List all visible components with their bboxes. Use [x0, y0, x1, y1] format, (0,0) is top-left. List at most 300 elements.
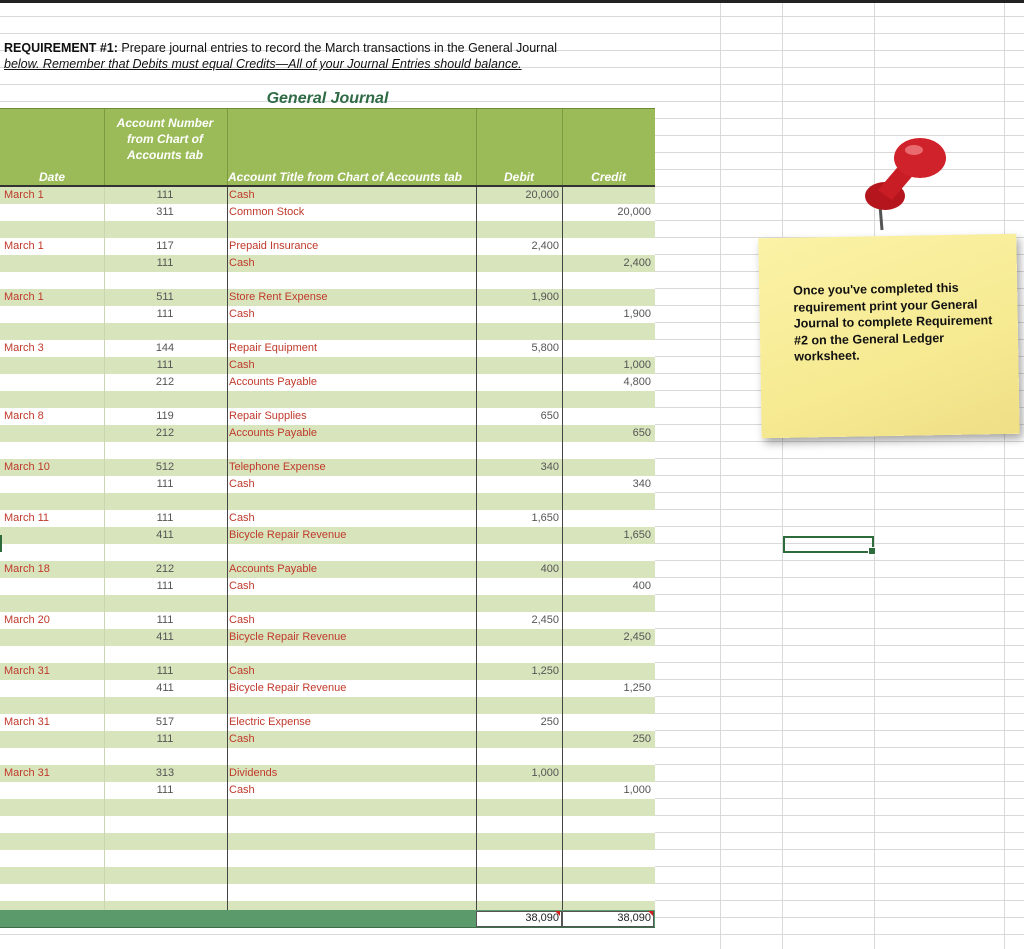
cell-debit[interactable] — [476, 425, 559, 442]
cell-date[interactable] — [4, 425, 104, 442]
cell-debit[interactable] — [476, 323, 559, 340]
cell-account-title[interactable]: Repair Supplies — [229, 410, 307, 422]
cell-account-title[interactable]: Common Stock — [229, 206, 305, 218]
cell-account-number[interactable]: 111 — [156, 189, 174, 201]
cell-account-number[interactable] — [104, 833, 226, 850]
total-credit[interactable]: 38,090 — [617, 912, 651, 924]
cell-account-title[interactable] — [229, 391, 475, 408]
cell-credit[interactable] — [562, 323, 651, 340]
cell-debit[interactable] — [476, 867, 559, 884]
cell-account-number[interactable]: 212 — [155, 563, 175, 575]
cell-date[interactable] — [4, 833, 104, 850]
cell-debit[interactable] — [476, 272, 559, 289]
cell-credit[interactable] — [562, 442, 651, 459]
cell-account-title[interactable] — [229, 867, 475, 884]
cell-credit[interactable] — [562, 697, 651, 714]
cell-credit[interactable] — [562, 612, 651, 629]
column-divider — [104, 850, 105, 867]
column-divider — [104, 527, 105, 544]
cell-debit[interactable] — [476, 476, 559, 493]
cell-date[interactable] — [4, 680, 104, 697]
column-divider — [227, 493, 228, 510]
column-divider — [227, 714, 228, 731]
cell-account-title[interactable] — [229, 544, 475, 561]
cell-account-number[interactable] — [104, 867, 226, 884]
column-divider — [104, 476, 105, 493]
header-credit[interactable]: Credit — [591, 170, 626, 184]
cell-debit[interactable] — [476, 221, 559, 238]
cell-credit[interactable] — [562, 663, 651, 680]
column-divider — [476, 561, 477, 578]
cell-account-title[interactable]: Bicycle Repair Revenue — [229, 631, 347, 643]
cell-credit[interactable] — [562, 833, 651, 850]
cell-account-title[interactable] — [229, 833, 475, 850]
cell-account-title[interactable] — [229, 697, 475, 714]
cell-account-number[interactable]: 511 — [156, 291, 174, 303]
cell-account-title[interactable]: Cash — [229, 359, 255, 371]
cell-date[interactable] — [4, 272, 104, 289]
column-divider — [104, 493, 105, 510]
cell-debit[interactable] — [476, 544, 559, 561]
column-divider — [562, 816, 563, 833]
table-row — [0, 731, 655, 748]
column-divider — [562, 833, 563, 850]
column-divider — [476, 289, 477, 306]
cell-date[interactable] — [4, 697, 104, 714]
cell-account-title[interactable]: Electric Expense — [229, 716, 311, 728]
cell-date[interactable] — [4, 493, 104, 510]
cell-date[interactable] — [4, 374, 104, 391]
cell-account-number[interactable] — [104, 697, 226, 714]
column-divider — [476, 425, 477, 442]
cell-date[interactable] — [4, 255, 104, 272]
cell-account-number[interactable]: 111 — [156, 580, 174, 592]
column-divider — [562, 289, 563, 306]
cell-account-number[interactable]: 313 — [155, 767, 175, 779]
cell-credit[interactable] — [562, 391, 651, 408]
cell-date[interactable]: March 8 — [4, 410, 44, 422]
journal-header-row — [0, 108, 655, 187]
cell-account-number[interactable]: 212 — [155, 427, 175, 439]
cell-account-title[interactable]: Cash — [229, 189, 255, 201]
cell-date[interactable] — [4, 306, 104, 323]
cell-account-number[interactable]: 111 — [156, 614, 174, 626]
fill-handle[interactable] — [868, 547, 876, 555]
cell-credit[interactable]: 1,000 — [623, 784, 651, 796]
requirement-text: Prepare journal entries to record the March transactions in the General Journal — [117, 41, 558, 55]
cell-account-title[interactable]: Bicycle Repair Revenue — [229, 682, 347, 694]
cell-account-number[interactable]: 411 — [156, 682, 174, 694]
cell-account-number[interactable]: 111 — [156, 512, 174, 524]
table-row — [0, 782, 655, 799]
cell-account-title[interactable] — [229, 272, 475, 289]
cell-debit[interactable] — [476, 204, 559, 221]
cell-account-number[interactable]: 411 — [156, 631, 174, 643]
column-divider — [476, 357, 477, 374]
cell-account-title[interactable] — [229, 646, 475, 663]
cell-account-title[interactable] — [229, 850, 475, 867]
cell-date[interactable]: March 10 — [4, 461, 50, 473]
cell-credit[interactable]: 650 — [632, 427, 651, 439]
column-divider — [562, 374, 563, 391]
cell-debit[interactable] — [476, 595, 559, 612]
column-divider — [104, 646, 105, 663]
column-divider — [227, 663, 228, 680]
cell-credit[interactable]: 1,000 — [623, 359, 651, 371]
cell-credit[interactable] — [562, 272, 651, 289]
cell-debit[interactable]: 250 — [540, 716, 559, 728]
column-divider — [562, 663, 563, 680]
cell-account-title[interactable] — [229, 221, 475, 238]
cell-account-title[interactable] — [229, 493, 475, 510]
cell-credit[interactable] — [562, 238, 651, 255]
cell-date[interactable]: March 31 — [4, 665, 50, 677]
cell-date[interactable] — [4, 323, 104, 340]
cell-debit[interactable] — [476, 782, 559, 799]
cell-account-number[interactable] — [104, 391, 226, 408]
cell-date[interactable]: March 3 — [4, 342, 44, 354]
cell-account-title[interactable]: Repair Equipment — [229, 342, 318, 354]
column-divider — [476, 187, 477, 204]
cell-debit[interactable] — [476, 748, 559, 765]
cell-account-title[interactable]: Prepaid Insurance — [229, 240, 319, 252]
cell-account-title[interactable] — [229, 595, 475, 612]
cell-debit[interactable] — [476, 442, 559, 459]
cell-debit[interactable]: 2,450 — [531, 614, 559, 626]
cell-date[interactable] — [4, 884, 104, 901]
general-journal-table — [0, 108, 655, 918]
cell-debit[interactable]: 340 — [540, 461, 559, 473]
top-border — [0, 0, 1024, 3]
table-row — [0, 493, 655, 510]
cell-debit[interactable] — [476, 578, 559, 595]
column-divider — [104, 238, 105, 255]
cell-debit[interactable]: 20,000 — [525, 189, 559, 201]
column-divider — [476, 714, 477, 731]
cell-credit[interactable] — [562, 561, 651, 578]
cell-account-number[interactable] — [104, 272, 226, 289]
cell-date[interactable] — [4, 748, 104, 765]
column-divider — [104, 816, 105, 833]
cell-date[interactable]: March 20 — [4, 614, 50, 626]
cell-account-number[interactable] — [104, 493, 226, 510]
column-divider — [562, 697, 563, 714]
column-divider — [104, 255, 105, 272]
table-row — [0, 204, 655, 221]
header-account-title[interactable]: Account Title from Chart of Accounts tab — [228, 170, 463, 184]
cell-account-number[interactable] — [104, 544, 226, 561]
cell-account-title[interactable] — [229, 816, 475, 833]
table-row — [0, 425, 655, 442]
cell-account-number[interactable]: 111 — [156, 733, 174, 745]
cell-date[interactable] — [4, 731, 104, 748]
cell-debit[interactable] — [476, 697, 559, 714]
cell-date[interactable] — [4, 782, 104, 799]
cell-credit[interactable] — [562, 408, 651, 425]
cell-debit[interactable]: 2,400 — [531, 240, 559, 252]
cell-credit[interactable]: 1,900 — [623, 308, 651, 320]
cell-debit[interactable] — [476, 629, 559, 646]
cell-credit[interactable]: 1,650 — [623, 529, 651, 541]
cell-account-number[interactable]: 512 — [155, 461, 175, 473]
header-debit[interactable]: Debit — [504, 170, 534, 184]
cell-credit[interactable] — [562, 289, 651, 306]
cell-debit[interactable] — [476, 833, 559, 850]
cell-date[interactable] — [4, 646, 104, 663]
cell-account-title[interactable]: Cash — [229, 308, 255, 320]
cell-date[interactable] — [4, 578, 104, 595]
column-divider — [104, 408, 105, 425]
cell-debit[interactable] — [476, 731, 559, 748]
cell-credit[interactable]: 400 — [632, 580, 651, 592]
cell-debit[interactable] — [476, 799, 559, 816]
cell-date[interactable] — [4, 629, 104, 646]
cell-credit[interactable] — [562, 544, 651, 561]
cell-account-title[interactable]: Accounts Payable — [229, 563, 318, 575]
column-divider — [476, 782, 477, 799]
column-divider — [227, 340, 228, 357]
cell-account-title[interactable]: Cash — [229, 580, 255, 592]
cell-account-number[interactable]: 117 — [156, 240, 174, 252]
cell-credit[interactable] — [562, 884, 651, 901]
column-divider — [562, 748, 563, 765]
cell-debit[interactable] — [476, 527, 559, 544]
cell-debit[interactable] — [476, 357, 559, 374]
cell-credit[interactable] — [562, 510, 651, 527]
column-divider — [562, 765, 563, 782]
cell-account-title[interactable]: Cash — [229, 733, 255, 745]
cell-credit[interactable] — [562, 221, 651, 238]
cell-account-number[interactable]: 111 — [156, 257, 174, 269]
cell-date[interactable] — [4, 595, 104, 612]
table-row — [0, 663, 655, 680]
cell-date[interactable] — [4, 544, 104, 561]
table-row — [0, 867, 655, 884]
cell-account-title[interactable] — [229, 323, 475, 340]
cell-account-title[interactable] — [229, 799, 475, 816]
table-row — [0, 612, 655, 629]
cell-account-number[interactable]: 212 — [155, 376, 175, 388]
column-divider — [227, 612, 228, 629]
cell-account-title[interactable]: Cash — [229, 784, 255, 796]
column-divider — [562, 255, 563, 272]
table-row — [0, 714, 655, 731]
cell-account-number[interactable]: 111 — [156, 784, 174, 796]
cell-account-title[interactable] — [229, 748, 475, 765]
cell-account-title[interactable]: Cash — [229, 665, 255, 677]
journal-rows — [0, 187, 655, 918]
cell-credit[interactable] — [562, 867, 651, 884]
column-divider — [104, 748, 105, 765]
cell-date[interactable]: March 1 — [4, 189, 44, 201]
cell-credit[interactable] — [562, 595, 651, 612]
cell-credit[interactable] — [562, 187, 651, 204]
cell-debit[interactable] — [476, 493, 559, 510]
cell-debit[interactable]: 650 — [540, 410, 559, 422]
table-row — [0, 884, 655, 901]
column-divider — [227, 459, 228, 476]
cell-account-number[interactable]: 311 — [156, 206, 174, 218]
cell-date[interactable] — [4, 204, 104, 221]
cell-date[interactable] — [4, 799, 104, 816]
column-divider — [476, 663, 477, 680]
cell-account-number[interactable] — [104, 850, 226, 867]
cell-debit[interactable] — [476, 850, 559, 867]
column-divider — [562, 527, 563, 544]
column-divider — [227, 204, 228, 221]
cell-account-number[interactable]: 111 — [156, 359, 174, 371]
cell-debit[interactable] — [476, 255, 559, 272]
cell-account-number[interactable]: 144 — [155, 342, 175, 354]
cell-credit[interactable] — [562, 765, 651, 782]
cell-date[interactable]: March 18 — [4, 563, 50, 575]
cell-debit[interactable] — [476, 306, 559, 323]
cell-date[interactable] — [4, 442, 104, 459]
cell-account-number[interactable] — [104, 595, 226, 612]
table-row — [0, 289, 655, 306]
column-divider — [104, 391, 105, 408]
cell-account-number[interactable]: 119 — [156, 410, 174, 422]
column-divider — [227, 391, 228, 408]
cell-account-title[interactable]: Accounts Payable — [229, 427, 318, 439]
column-divider — [104, 731, 105, 748]
cell-credit[interactable]: 4,800 — [623, 376, 651, 388]
cell-account-number[interactable]: 411 — [156, 529, 174, 541]
column-divider — [562, 612, 563, 629]
column-divider — [227, 544, 228, 561]
cell-credit[interactable] — [562, 459, 651, 476]
column-divider — [227, 510, 228, 527]
column-divider — [562, 459, 563, 476]
cell-account-number[interactable] — [104, 884, 226, 901]
cell-debit[interactable]: 1,900 — [531, 291, 559, 303]
cell-account-title[interactable]: Dividends — [229, 767, 278, 779]
column-divider — [476, 748, 477, 765]
cell-account-number[interactable]: 111 — [156, 308, 174, 320]
cell-account-number[interactable] — [104, 221, 226, 238]
column-divider — [562, 408, 563, 425]
cell-account-number[interactable]: 111 — [156, 478, 174, 490]
cell-date[interactable]: March 1 — [4, 291, 44, 303]
column-divider — [476, 697, 477, 714]
cell-date[interactable]: March 11 — [4, 512, 50, 524]
cell-date[interactable] — [4, 816, 104, 833]
cell-date[interactable] — [4, 391, 104, 408]
cell-date[interactable]: March 31 — [4, 716, 50, 728]
cell-account-number[interactable] — [104, 442, 226, 459]
cell-credit[interactable] — [562, 816, 651, 833]
cell-account-title[interactable]: Cash — [229, 478, 255, 490]
total-debit[interactable]: 38,090 — [525, 912, 559, 924]
column-divider — [476, 731, 477, 748]
column-divider — [104, 833, 105, 850]
column-divider — [476, 204, 477, 221]
cell-account-title[interactable]: Accounts Payable — [229, 376, 318, 388]
cell-credit[interactable] — [562, 714, 651, 731]
cell-debit[interactable] — [476, 816, 559, 833]
cell-credit[interactable] — [562, 340, 651, 357]
header-date[interactable]: Date — [38, 170, 65, 184]
cell-date[interactable] — [4, 221, 104, 238]
cell-credit[interactable] — [562, 493, 651, 510]
cell-date[interactable] — [4, 527, 104, 544]
cell-debit[interactable] — [476, 884, 559, 901]
selected-cell[interactable] — [783, 536, 874, 553]
column-divider — [562, 357, 563, 374]
cell-debit[interactable] — [476, 391, 559, 408]
cell-account-title[interactable]: Store Rent Expense — [229, 291, 328, 303]
cell-account-number[interactable] — [104, 816, 226, 833]
cell-debit[interactable] — [476, 374, 559, 391]
cell-account-title[interactable] — [229, 884, 475, 901]
cell-account-number[interactable] — [104, 646, 226, 663]
column-divider — [227, 850, 228, 867]
column-divider — [104, 799, 105, 816]
cell-account-number[interactable] — [104, 748, 226, 765]
cell-date[interactable] — [4, 357, 104, 374]
cell-credit[interactable] — [562, 748, 651, 765]
cell-account-title[interactable]: Cash — [229, 512, 255, 524]
column-divider — [104, 884, 105, 901]
cell-debit[interactable]: 5,800 — [531, 342, 559, 354]
column-divider — [562, 782, 563, 799]
column-divider — [476, 221, 477, 238]
cell-account-title[interactable]: Telephone Expense — [229, 461, 326, 473]
column-divider — [476, 867, 477, 884]
cell-date[interactable] — [4, 476, 104, 493]
cell-account-title[interactable]: Cash — [229, 257, 255, 269]
cell-credit[interactable] — [562, 799, 651, 816]
cell-account-title[interactable] — [229, 442, 475, 459]
cell-credit[interactable]: 20,000 — [617, 206, 651, 218]
cell-credit[interactable]: 250 — [632, 733, 651, 745]
cell-debit[interactable] — [476, 646, 559, 663]
cell-date[interactable]: March 31 — [4, 767, 50, 779]
cell-account-number[interactable]: 111 — [156, 665, 174, 677]
cell-credit[interactable]: 2,450 — [623, 631, 651, 643]
table-row — [0, 646, 655, 663]
cell-date[interactable]: March 1 — [4, 240, 44, 252]
cell-debit[interactable]: 1,650 — [531, 512, 559, 524]
cell-credit[interactable]: 1,250 — [623, 682, 651, 694]
header-account-number[interactable]: Account Number from Chart of Accounts tab — [116, 116, 214, 162]
column-divider — [227, 357, 228, 374]
cell-credit[interactable] — [562, 646, 651, 663]
cell-credit[interactable] — [562, 850, 651, 867]
column-divider — [227, 867, 228, 884]
cell-credit[interactable]: 340 — [632, 478, 651, 490]
cell-debit[interactable]: 1,250 — [531, 665, 559, 677]
column-divider — [476, 765, 477, 782]
column-divider — [476, 442, 477, 459]
column-divider — [227, 187, 228, 204]
cell-account-number[interactable]: 517 — [155, 716, 175, 728]
cell-debit[interactable] — [476, 680, 559, 697]
cell-debit[interactable]: 1,000 — [531, 767, 559, 779]
cell-account-title[interactable]: Cash — [229, 614, 255, 626]
table-row — [0, 442, 655, 459]
push-pin-icon — [840, 130, 960, 240]
column-divider — [562, 799, 563, 816]
table-row — [0, 816, 655, 833]
cell-debit[interactable]: 400 — [540, 563, 559, 575]
cell-credit[interactable]: 2,400 — [623, 257, 651, 269]
cell-account-number[interactable] — [104, 799, 226, 816]
cell-account-number[interactable] — [104, 323, 226, 340]
cell-account-title[interactable]: Bicycle Repair Revenue — [229, 529, 347, 541]
cell-date[interactable] — [4, 850, 104, 867]
cell-date[interactable] — [4, 867, 104, 884]
